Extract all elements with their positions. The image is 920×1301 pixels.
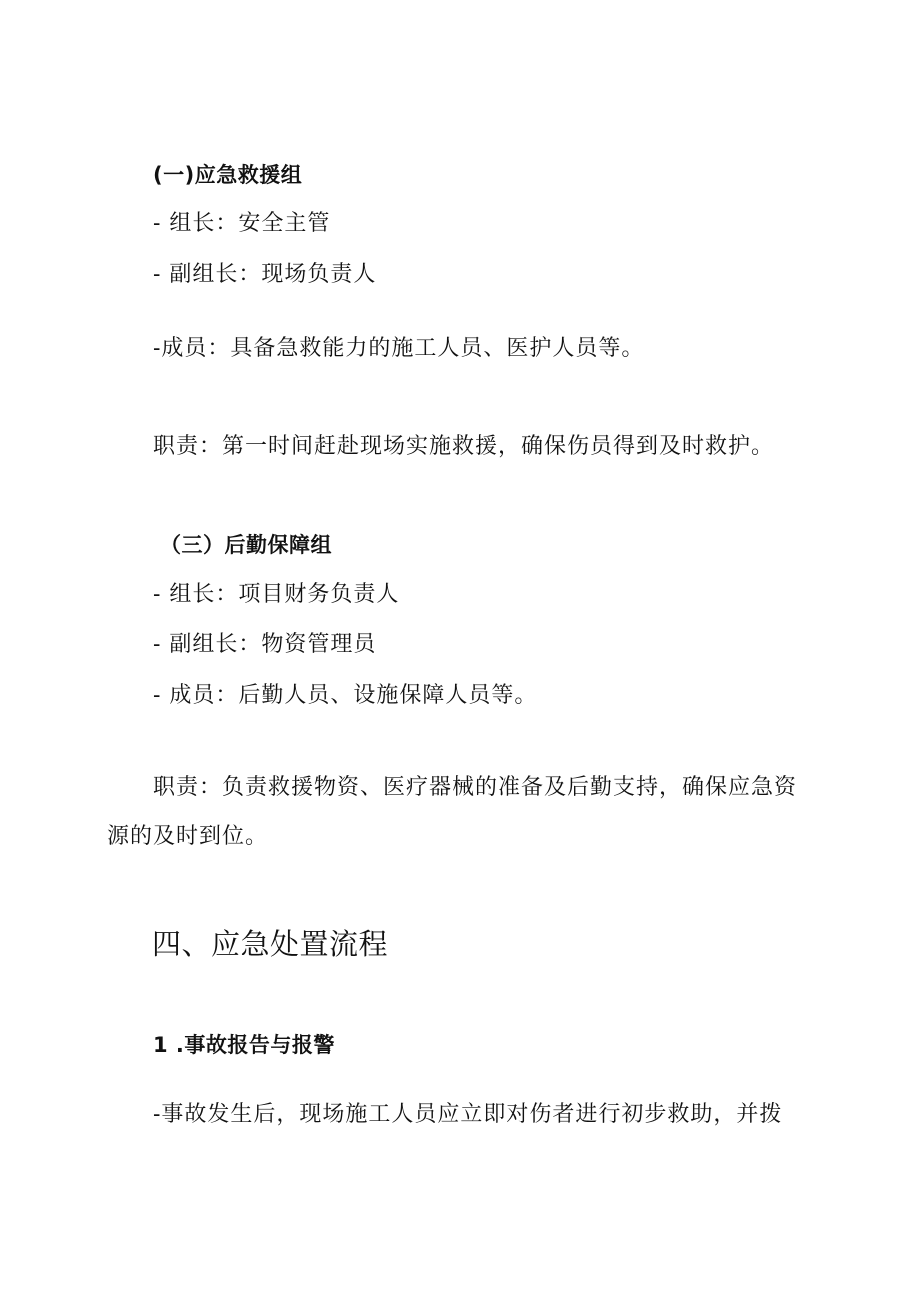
logistics-group-duty-line2: 源的及时到位。: [107, 824, 269, 849]
rescue-group-members: -成员：具备急救能力的施工人员、医护人员等。: [153, 336, 645, 361]
logistics-group-heading: （三）后勤保障组: [160, 533, 332, 557]
logistics-group-deputy: - 副组长：物资管理员: [153, 632, 377, 657]
rescue-group-leader: - 组长：安全主管: [153, 211, 331, 236]
logistics-group-leader: - 组长：项目财务负责人: [153, 582, 400, 607]
item1-text: -事故发生后，现场施工人员应立即对伤者进行初步救助，并拨: [153, 1102, 783, 1127]
rescue-group-heading: (一)应急救援组: [153, 163, 303, 187]
section-heading: 四、应急处置流程: [152, 927, 389, 961]
logistics-group-members: - 成员：后勤人员、设施保障人员等。: [153, 683, 538, 708]
logistics-group-duty-line1: 职责：负责救援物资、医疗器械的准备及后勤支持，确保应急资: [153, 775, 798, 800]
rescue-group-deputy: - 副组长：现场负责人: [153, 262, 377, 287]
rescue-group-duty: 职责：第一时间赶赴现场实施救援，确保伤员得到及时救护。: [153, 434, 775, 459]
item1-heading: 1 .事故报告与报警: [153, 1033, 335, 1057]
